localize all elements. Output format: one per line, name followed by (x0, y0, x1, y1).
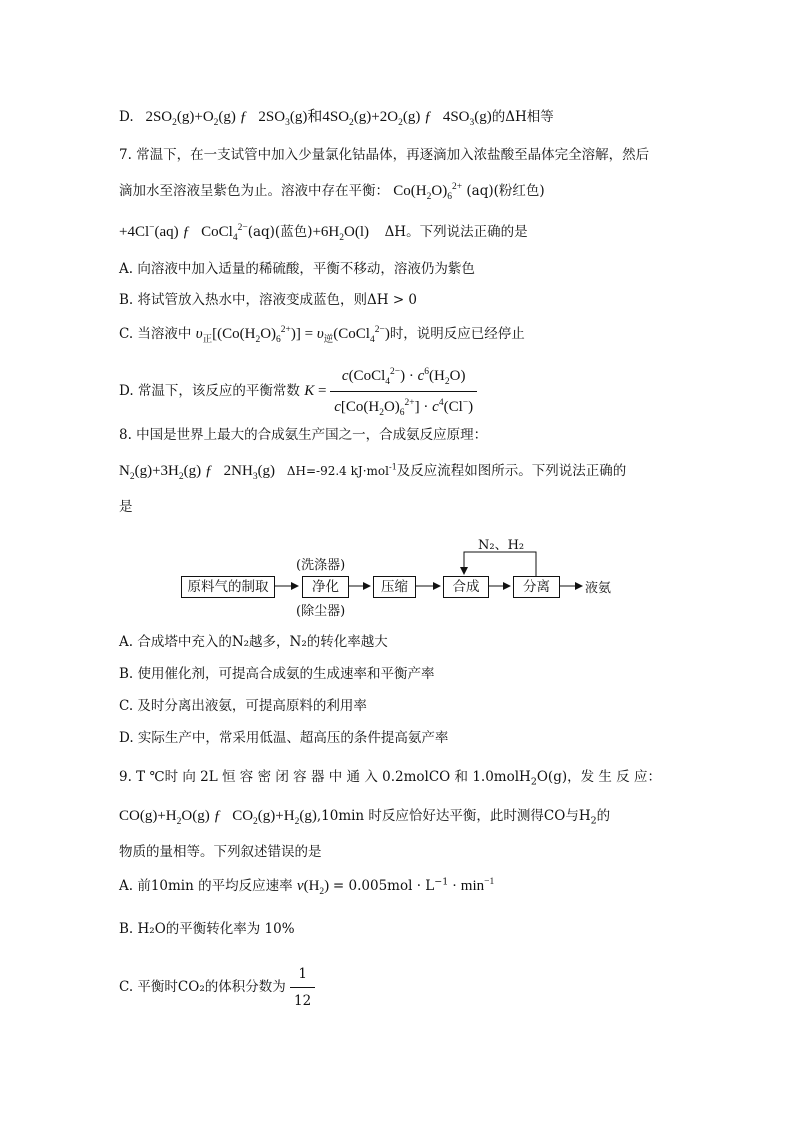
q9-frac-den: 12 (294, 993, 312, 1009)
q9-option-a-text: A. 前10min 的平均反应速率 (119, 878, 293, 894)
q7-option-a: A. 向溶液中加入适量的稀硫酸，平衡不移动，溶液仍为紫色 (119, 261, 475, 277)
box-synthesis: 合成 (443, 576, 489, 598)
q6-option-d-equation: $2SO_2(g)+O_2(g)$ ƒ $2SO_3(g)$和$4SO_2(g)+2O_2(g)$ ƒ $4SO_3(g)$ (137, 109, 492, 128)
box-raw-gas: 原料气的制取 (181, 576, 275, 598)
q7-option-c-tail: 时，说明反应已经停止 (389, 326, 525, 342)
q7-option-d (119, 363, 477, 420)
box-separate: 分离 (513, 576, 560, 598)
q7-intro-line1: 7. 常温下，在一支试管中加入少量氯化钴晶体，再逐滴加入浓盐酸至晶体完全溶解，然后 (119, 147, 650, 163)
q7-k-numerator: c(CoCl$_4^{2-}$) · $c^6(H_2O)$ (330, 363, 477, 392)
q7-tail: ΔH。下列说法正确的是 (384, 224, 528, 240)
q7-water: $+6H_2O(l)$ (312, 224, 381, 243)
q9-intro-c: O(g)，发 生 反 应： (536, 769, 661, 785)
label-dust-remover: (除尘器) (296, 604, 346, 619)
q7-option-d-text: D. 常温下，该反应的平衡常数 (119, 382, 300, 399)
q9-equation: $CO(g)+H_2O(g)$ ƒ $CO_2(g)+H_2(g)$ (119, 808, 317, 827)
q9-intro-b: T ℃时 向 2L 恒 容 密 闭 容 器 中 通 入 0.2molCO 和 1.0molH (136, 769, 531, 785)
q7-equilibrium-constant: K = $\frac{c(CoCl_4^{2-}) \cdot c^6(H_2O)}{c[Co(H_2O)_6^{2+}] \cdot c^4(Cl^-)}$ (304, 383, 477, 399)
q8-intro: 8. 中国是世界上最大的合成氨生产国之一，合成氨反应原理： (119, 427, 488, 443)
q6-option-d (119, 107, 554, 127)
q7-blue-label: (aq)(蓝色) (247, 224, 313, 240)
q9-line2: $CO(g)+H_2O(g)$ ƒ $CO_2(g)+H_2(g),10\min$ 时反应恰好达平衡，此时测得CO与$H_2$的 (119, 808, 611, 827)
q8-option-d: D. 实际生产中，常采用低温、超高压的条件提高氨产率 (119, 730, 449, 746)
q6-option-d-tail: 的ΔH相等 (491, 109, 554, 125)
q7-pink-label: (aq)(粉红色) (466, 183, 545, 199)
q7-cobalt-aqua-ion: $Co(H_2O)_6^{2+}$ (393, 182, 463, 202)
q9-option-b: B. H₂O的平衡转化率为 10% (119, 921, 295, 937)
q7-equation-line (119, 222, 528, 242)
q7-k-denominator: $c[Co(H_2O)_6^{2+}] \cdot c^4(Cl^-)$ (334, 398, 474, 418)
q7-intro-line2 (119, 181, 545, 201)
q9-line2-tail: ,10min 时反应恰好达平衡，此时测得CO与H (316, 808, 591, 824)
process-flow-diagram (0, 530, 794, 620)
q7-option-c-text: C. 当溶液中 (119, 326, 192, 342)
q9-option-a: A. 前10min 的平均反应速率 $v(H_2) = 0.005mol \cdot L^{-1} \cdot \min^{-1}$ (119, 876, 495, 897)
label-liquid-ammonia: 液氨 (585, 581, 612, 596)
q9-option-a-value: = 0.005mol · L (332, 878, 435, 894)
q9-line2-end: 的 (596, 808, 611, 824)
recycle-arrow (464, 552, 536, 576)
q8-option-b: B. 使用催化剂，可提高合成氨的生成速率和平衡产率 (119, 666, 435, 682)
q8-equation-line: $N_2(g)+3H_2(g)$ ƒ $2NH_3(g)$ ΔH=-92.4 kJ·mol$^{-1}$及反应流程如图所示。下列说法正确的 (119, 462, 627, 482)
q7-equation-right: +4Cl−(aq) ƒ CoCl$_4^{2-}$ (119, 223, 248, 243)
q9-option-c-fraction (290, 963, 315, 1012)
q9-number: 9. (119, 769, 137, 785)
q9-frac-num: 1 (290, 963, 315, 988)
q7-option-b: B. 将试管放入热水中，溶液变成蓝色，则ΔH > 0 (119, 292, 418, 308)
q8-equation: $N_2(g)+3H_2(g)$ ƒ $2NH_3(g)$ (119, 463, 283, 482)
q9-intro: 9. T ℃时 向 2L 恒 容 密 闭 容 器 中 通 入 0.2molCO 和 1.0molH$_2$O(g)，发 生 反 应： (119, 769, 661, 788)
q7-k-fraction (330, 363, 477, 420)
q6-option-d-label: D. (119, 109, 134, 125)
q9-option-c-text: C. 平衡时CO₂的体积分数为 (119, 979, 286, 995)
q8-tail: 及反应流程如图所示。下列说法正确的 (396, 463, 627, 479)
q7-option-c-rates: $\upsilon_正[(Co(H_2O)_6^{2+})]$ = $\upsilon_逆(CoCl_4^{2-})$ (195, 325, 390, 345)
q7-intro-line2-text: 滴加水至溶液呈紫色为止。溶液中存在平衡： (119, 183, 389, 199)
q8-tail2: 是 (119, 499, 133, 515)
q9-line3: 物质的量相等。下列叙述错误的是 (119, 844, 322, 860)
q7-option-c (119, 324, 525, 344)
q8-option-c: C. 及时分离出液氨，可提高原料的利用率 (119, 698, 367, 714)
box-compress: 压缩 (373, 576, 416, 598)
label-recycle: N₂、H₂ (478, 538, 525, 553)
q9-option-a-rate: $v(H_2)$ (296, 878, 333, 897)
box-purify: 净化 (302, 576, 349, 598)
q9-option-c (119, 963, 315, 1012)
q8-option-a: A. 合成塔中充入的N₂越多，N₂的转化率越大 (119, 634, 388, 650)
flow-arrows (0, 530, 794, 620)
q8-dh: ΔH=-92.4 kJ·mol (286, 464, 389, 478)
label-washer: (洗涤器) (296, 558, 346, 573)
